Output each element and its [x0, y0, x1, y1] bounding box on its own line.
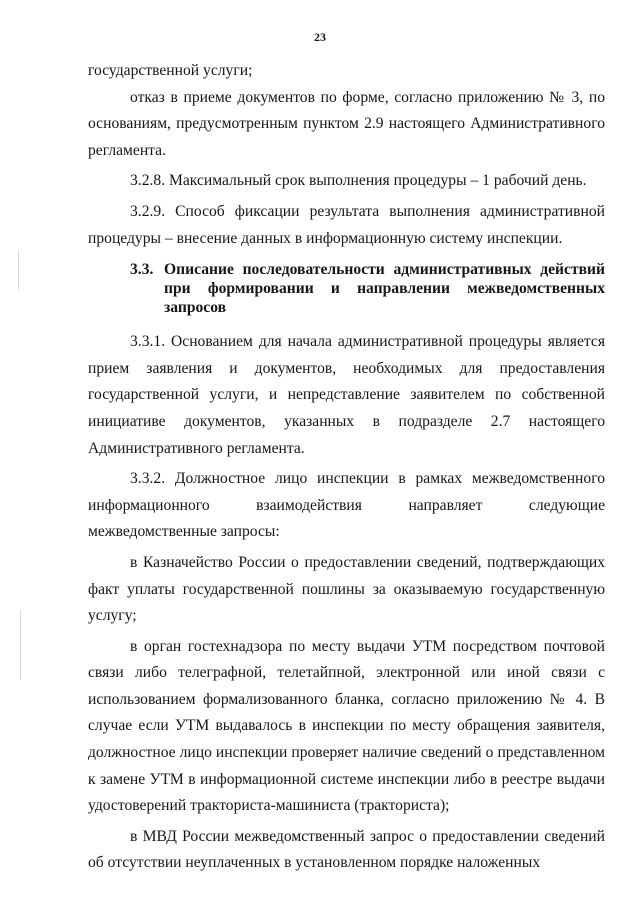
- document-body: [88, 58, 605, 877]
- scan-margin-line: [18, 250, 19, 290]
- paragraph-3-2-9: 3.2.9. Способ фиксации результата выполнения административной процедуры – внесение данных в информационную систему инспекции.: [88, 202, 605, 247]
- paragraph-mvd-request: в МВД России межведомственный запрос о предоставлении сведений об отсутствии неуплаченных в установленном порядке наложенных: [88, 827, 605, 872]
- section-title: Описание последовательности административных действий при формировании и направлении межведомственных запросов: [164, 261, 605, 317]
- scan-margin-line: [20, 610, 21, 680]
- page-number: 23: [314, 30, 326, 44]
- paragraph-state-service-end: государственной услуги;: [88, 62, 253, 79]
- paragraph-3-2-8: 3.2.8. Максимальный срок выполнения процедуры – 1 рабочий день.: [130, 172, 587, 190]
- paragraph-refusal-documents: отказ в приеме документов по форме, согласно приложению № 3, по основаниям, предусмотренным пунктом 2.9 настоящего Административного регламента.: [88, 88, 605, 159]
- paragraph-3-3-1: 3.3.1. Основанием для начала административной процедуры является прием заявления и документов, необходимых для предоставления государственной услуги, и непредставление заявителем по собственной инициативе документов, указанных в подразделе 2.7 настоящего Административного регламента.: [88, 333, 605, 457]
- section-heading-3-3: [88, 260, 605, 317]
- paragraph-gostekhnadzor-request: в орган гостехнадзора по месту выдачи УТМ посредством почтовой связи либо телеграфной, телетайпной, электронной или иной связи с использованием формализованного бланка, согласно приложению № 4. В случае если УТМ выдавалось в инспекции по месту обращения заявителя, должностное лицо инспекции проверяет наличие сведений о представленном к замене УТМ в информационной системе инспекции либо в реестре выдачи удостоверений тракториста-машиниста (тракториста);: [88, 637, 605, 815]
- paragraph-3-3-2: 3.3.2. Должностное лицо инспекции в рамках межведомственного информационного взаимодействия направляет следующие межведомственные запросы:: [88, 470, 605, 541]
- section-number: 3.3.: [130, 261, 154, 279]
- paragraph-treasury-request: в Казначейство России о предоставлении сведений, подтверждающих факт уплаты государственной пошлины за оказываемую государственную услугу;: [88, 553, 605, 625]
